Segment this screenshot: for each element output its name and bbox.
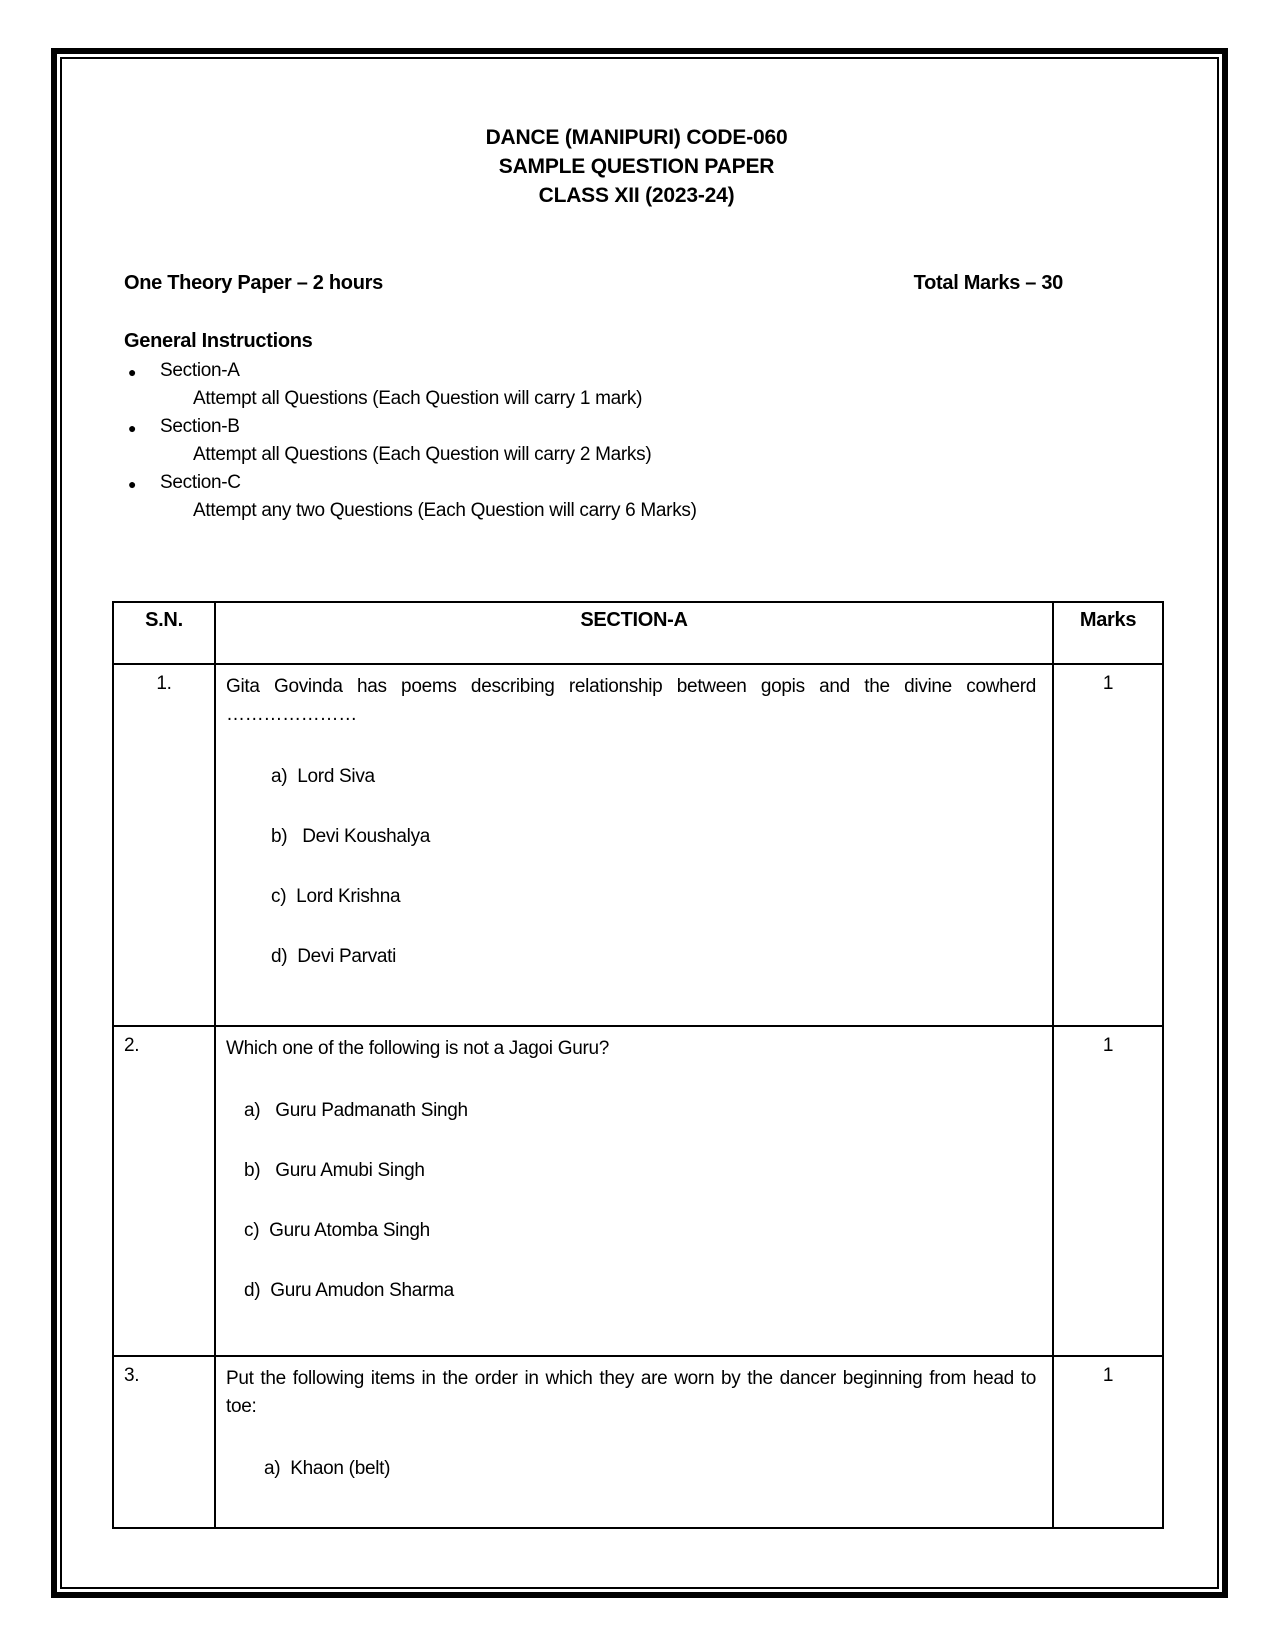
title-line-3: CLASS XII (2023-24) <box>538 184 735 207</box>
option-item: c) Guru Atomba Singh <box>244 1220 430 1241</box>
bullet-icon: ● <box>128 364 137 380</box>
page-border-inner <box>60 57 1219 1589</box>
question-number: 2. <box>113 1026 215 1356</box>
paper-duration: One Theory Paper – 2 hours <box>124 272 383 294</box>
instruction-section-line <box>112 413 1161 441</box>
option-item: a) Khaon (belt) <box>264 1458 391 1479</box>
instruction-section-label: Section-B <box>160 416 240 437</box>
question-row <box>113 1356 1163 1528</box>
col-header-sn: S.N. <box>113 602 215 664</box>
instructions-heading: General Instructions <box>124 330 313 352</box>
instruction-section-label: Section-C <box>160 472 241 493</box>
instruction-detail: Attempt all Questions (Each Question will carry 2 Marks) <box>193 444 652 465</box>
option-item: d) Devi Parvati <box>271 946 397 967</box>
options-list <box>226 1457 1036 1481</box>
paper-meta-row <box>112 272 1161 295</box>
instruction-section-line <box>112 357 1161 385</box>
options-list <box>226 1099 1036 1303</box>
instruction-section-line <box>112 469 1161 497</box>
instruction-item <box>112 413 1161 469</box>
option-item: d) Guru Amudon Sharma <box>244 1280 454 1301</box>
question-cell <box>215 664 1053 1026</box>
bullet-icon: ● <box>128 420 137 436</box>
question-text: Put the following items in the order in which they are worn by the dancer beginning from head to toe: <box>226 1368 1036 1417</box>
marks-value: 1 <box>1053 1026 1163 1356</box>
question-number: 1. <box>113 664 215 1026</box>
col-header-section: SECTION-A <box>215 602 1053 664</box>
question-cell <box>215 1026 1053 1356</box>
question-row <box>113 1026 1163 1356</box>
option-item: b) Devi Koushalya <box>271 826 431 847</box>
question-text: Which one of the following is not a Jagoi Guru? <box>226 1038 610 1059</box>
instruction-detail: Attempt all Questions (Each Question will carry 1 mark) <box>193 388 643 409</box>
option-item: a) Lord Siva <box>271 766 375 787</box>
question-text: Gita Govinda has poems describing relationship between gopis and the divine cowherd ………………… <box>226 676 1036 725</box>
col-header-marks: Marks <box>1053 602 1163 664</box>
table-header-row <box>113 602 1163 664</box>
marks-value: 1 <box>1053 1356 1163 1528</box>
options-list <box>226 765 1036 969</box>
page-border-outer <box>51 48 1228 1598</box>
title-line-2: SAMPLE QUESTION PAPER <box>498 155 775 178</box>
question-cell <box>215 1356 1053 1528</box>
instructions-list <box>112 357 1161 525</box>
option-item: c) Lord Krishna <box>271 886 401 907</box>
instruction-item <box>112 469 1161 525</box>
questions-table <box>112 601 1164 1529</box>
page-content <box>62 59 1217 1587</box>
option-item: a) Guru Padmanath Singh <box>244 1100 468 1121</box>
page-title <box>112 123 1161 210</box>
marks-value: 1 <box>1053 664 1163 1026</box>
instruction-item <box>112 357 1161 413</box>
option-item: b) Guru Amubi Singh <box>244 1160 425 1181</box>
total-marks: Total Marks – 30 <box>913 272 1063 294</box>
title-line-1: DANCE (MANIPURI) CODE-060 <box>485 126 788 149</box>
question-row <box>113 664 1163 1026</box>
question-number: 3. <box>113 1356 215 1528</box>
instruction-section-label: Section-A <box>160 360 240 381</box>
bullet-icon: ● <box>128 476 137 492</box>
instruction-detail: Attempt any two Questions (Each Question will carry 6 Marks) <box>193 500 697 521</box>
